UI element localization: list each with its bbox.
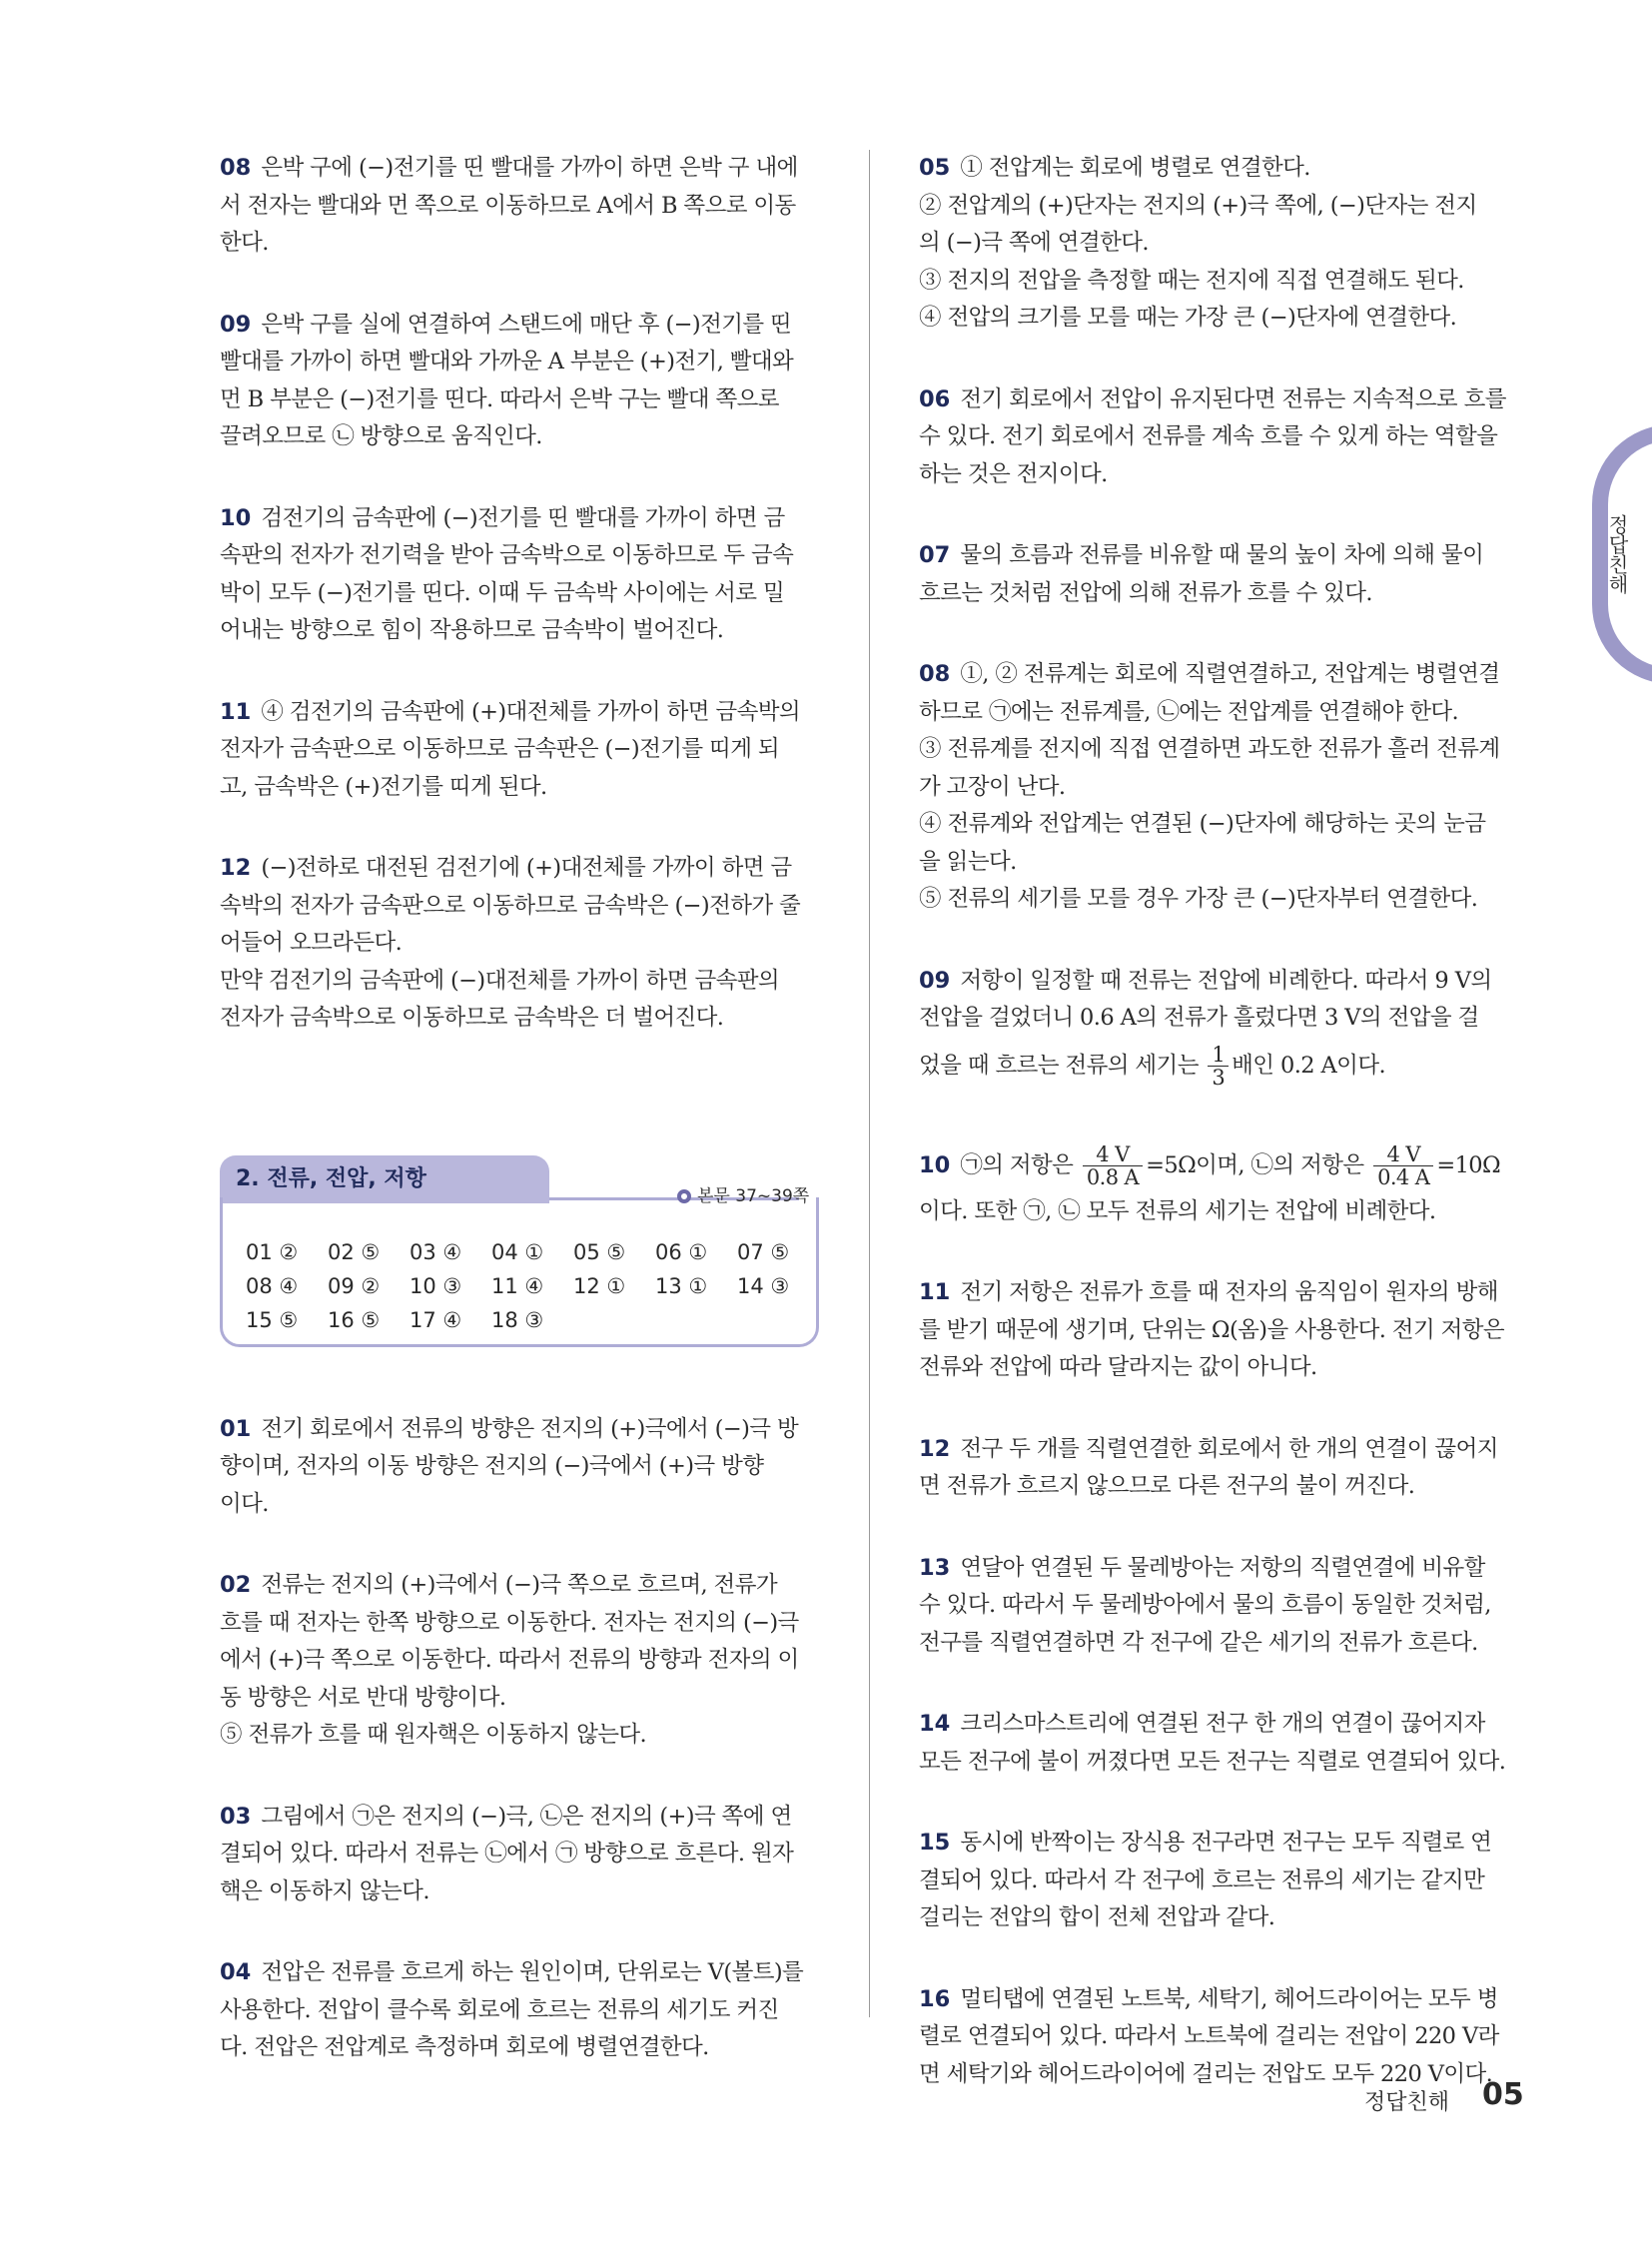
answer-line: 전자가 금속박으로 이동하므로 금속박은 더 벌어진다. bbox=[220, 1005, 724, 1031]
answer-12 bbox=[919, 1431, 1518, 1506]
fraction-denominator: 0.8 A bbox=[1086, 1165, 1140, 1189]
answer-line: ⑤ 전류의 세기를 모를 경우 가장 큰 (−)단자부터 연결한다. bbox=[919, 886, 1478, 912]
answer-number: 11 bbox=[919, 1279, 951, 1305]
answer-number: 10 bbox=[919, 1151, 951, 1178]
answer-02 bbox=[220, 1567, 819, 1755]
answer-line: ④ 검전기의 금속판에 (+)대전체를 가까이 하면 금속박의 bbox=[261, 698, 800, 725]
answer-line: 은박 구를 실에 연결하여 스탠드에 매단 후 (−)전기를 띤 bbox=[261, 311, 792, 338]
answer-number: 07 bbox=[919, 542, 951, 568]
fraction-denominator: 0.4 A bbox=[1377, 1165, 1430, 1189]
answer-line: 동 방향은 서로 반대 방향이다. bbox=[220, 1684, 506, 1711]
page-number: 05 bbox=[1482, 2077, 1524, 2112]
answer-13 bbox=[919, 1550, 1518, 1663]
answer-key-item: 05 ⑤ bbox=[573, 1239, 626, 1264]
answer-number: 08 bbox=[220, 155, 252, 181]
answer-line: 저항이 일정할 때 전류는 전압에 비례한다. 따라서 9 V의 bbox=[960, 967, 1492, 994]
answer-number: 10 bbox=[220, 504, 252, 531]
answer-text: =10Ω bbox=[1436, 1151, 1501, 1178]
answer-key-item: 14 ③ bbox=[737, 1273, 790, 1298]
answer-number: 14 bbox=[919, 1711, 951, 1737]
answer-number: 12 bbox=[919, 1435, 951, 1462]
answer-number: 05 bbox=[919, 155, 951, 181]
answer-line: 결되어 있다. 따라서 전류는 ㉡에서 ㉠ 방향으로 흐른다. 원자 bbox=[220, 1841, 794, 1867]
answer-number: 16 bbox=[919, 1985, 951, 2012]
answer-line: 전류와 전압에 따라 달라지는 값이 아니다. bbox=[919, 1354, 1317, 1380]
answer-10 bbox=[919, 1137, 1518, 1231]
answer-key-item: 17 ④ bbox=[410, 1307, 462, 1332]
answer-key-item: 16 ⑤ bbox=[328, 1307, 381, 1332]
answer-line: 전기 회로에서 전류의 방향은 전지의 (+)극에서 (−)극 방 bbox=[261, 1415, 799, 1442]
answer-line: 검전기의 금속판에 (−)전기를 띤 빨대를 가까이 하면 금 bbox=[261, 504, 785, 531]
answer-07 bbox=[919, 537, 1518, 612]
answer-line: ④ 전류계와 전압계는 연결된 (−)단자에 해당하는 곳의 눈금 bbox=[919, 811, 1486, 837]
fraction bbox=[1208, 1044, 1229, 1089]
answer-line: 흐를 때 전자는 한쪽 방향으로 이동한다. 전자는 전지의 (−)극 bbox=[220, 1609, 799, 1636]
answer-key-item: 15 ⑤ bbox=[246, 1307, 299, 1332]
answer-line: 을 읽는다. bbox=[919, 848, 1017, 875]
answer-line: 전구 두 개를 직렬연결한 회로에서 한 개의 연결이 끊어지 bbox=[960, 1435, 1498, 1462]
answer-key-item: 07 ⑤ bbox=[737, 1239, 790, 1264]
answer-line: 이다. 또한 ㉠, ㉡ 모두 전류의 세기는 전압에 비례한다. bbox=[919, 1197, 1436, 1224]
answer-line: 만약 검전기의 금속판에 (−)대전체를 가까이 하면 금속판의 bbox=[220, 967, 780, 994]
answer-line: 전기 회로에서 전압이 유지된다면 전류는 지속적으로 흐를 bbox=[960, 385, 1506, 412]
answer-10 bbox=[220, 500, 819, 650]
answer-number: 03 bbox=[220, 1803, 252, 1830]
answer-line: 박이 모두 (−)전기를 띤다. 이때 두 금속박 사이에는 서로 밀 bbox=[220, 579, 785, 606]
answer-line: 먼 B 부분은 (−)전기를 띤다. 따라서 은박 구는 빨대 쪽으로 bbox=[220, 385, 779, 412]
answer-line: 한다. bbox=[220, 230, 269, 256]
answer-16 bbox=[919, 1981, 1518, 2094]
answer-line: 은박 구에 (−)전기를 띤 빨대를 가까이 하면 은박 구 내에 bbox=[261, 155, 798, 181]
answer-line: ② 전압계의 (+)단자는 전지의 (+)극 쪽에, (−)단자는 전지 bbox=[919, 192, 1477, 219]
section-page-ref: 본문 37~39쪽 bbox=[697, 1185, 810, 1206]
answer-line: 전압은 전류를 흐르게 하는 원인이며, 단위로는 V(볼트)를 bbox=[261, 1959, 804, 1985]
answer-09 bbox=[919, 963, 1518, 1094]
answer-line: 다. 전압은 전압계로 측정하며 회로에 병렬연결한다. bbox=[220, 2034, 709, 2060]
answer-01 bbox=[220, 1411, 819, 1524]
answer-line: 의 (−)극 쪽에 연결한다. bbox=[919, 230, 1149, 256]
answer-line: 배인 0.2 A이다. bbox=[1232, 1052, 1385, 1079]
answer-03 bbox=[220, 1799, 819, 1911]
answer-line: 전기 저항은 전류가 흐를 때 전자의 움직임이 원자의 방해 bbox=[960, 1279, 1498, 1305]
answer-line: 수 있다. 따라서 두 물레방아에서 물의 흐름이 동일한 것처럼, bbox=[919, 1592, 1491, 1618]
answer-line: ①, ② 전류계는 회로에 직렬연결하고, 전압계는 병렬연결 bbox=[960, 661, 1500, 687]
answer-key-item: 08 ④ bbox=[246, 1273, 299, 1298]
answer-line: 흐르는 것처럼 전압에 의해 전류가 흐를 수 있다. bbox=[919, 579, 1372, 606]
answer-line: (−)전하로 대전된 검전기에 (+)대전체를 가까이 하면 금 bbox=[261, 855, 792, 881]
answer-key-item: 13 ① bbox=[655, 1273, 708, 1298]
answer-line: 향이며, 전자의 이동 방향은 전지의 (−)극에서 (+)극 방향 bbox=[220, 1453, 764, 1479]
answer-04 bbox=[220, 1954, 819, 2067]
answer-line: 서 전자는 빨대와 먼 쪽으로 이동하므로 A에서 B 쪽으로 이동 bbox=[220, 192, 796, 219]
answer-14 bbox=[919, 1706, 1518, 1781]
answer-number: 04 bbox=[220, 1959, 252, 1985]
answer-line: 동시에 반짝이는 장식용 전구라면 전구는 모두 직렬로 연 bbox=[960, 1830, 1492, 1856]
footer-label: 정답친해 bbox=[1364, 2090, 1450, 2115]
answer-key-item: 11 ④ bbox=[491, 1273, 544, 1298]
answer-number: 09 bbox=[919, 967, 951, 994]
answer-line: 물의 흐름과 전류를 비유할 때 물의 높이 차에 의해 물이 bbox=[960, 542, 1484, 568]
fraction-denominator: 3 bbox=[1212, 1066, 1226, 1090]
answer-line: 에서 (+)극 쪽으로 이동한다. 따라서 전류의 방향과 전자의 이 bbox=[220, 1647, 799, 1673]
answer-line: 렬로 연결되어 있다. 따라서 노트북에 걸리는 전압이 220 V라 bbox=[919, 2023, 1499, 2049]
answer-11 bbox=[220, 694, 819, 807]
answer-key-item: 06 ① bbox=[655, 1239, 708, 1264]
answer-line: ⑤ 전류가 흐를 때 원자핵은 이동하지 않는다. bbox=[220, 1722, 647, 1748]
answer-line: 전류는 전지의 (+)극에서 (−)극 쪽으로 흐르며, 전류가 bbox=[261, 1572, 777, 1598]
answer-08 bbox=[919, 656, 1518, 919]
answer-line: ③ 전지의 전압을 측정할 때는 전지에 직접 연결해도 된다. bbox=[919, 267, 1464, 294]
answer-line: 전압을 걸었더니 0.6 A의 전류가 흘렀다면 3 V의 전압을 걸 bbox=[919, 1005, 1479, 1031]
answer-line: 연달아 연결된 두 물레방아는 저항의 직렬연결에 비유할 bbox=[960, 1554, 1485, 1581]
answer-line: 모든 전구에 불이 꺼졌다면 모든 전구는 직렬로 연결되어 있다. bbox=[919, 1748, 1506, 1775]
answer-12 bbox=[220, 850, 819, 1038]
answer-key-item: 02 ⑤ bbox=[328, 1239, 381, 1264]
side-tab-label: 정답친해 bbox=[1605, 514, 1629, 594]
answer-number: 02 bbox=[220, 1572, 252, 1598]
answer-line: 끌려오므로 ㉡ 방향으로 움직인다. bbox=[220, 423, 542, 449]
answer-number: 09 bbox=[220, 311, 252, 338]
answer-line: 속박의 전자가 금속판으로 이동하므로 금속박은 (−)전하가 줄 bbox=[220, 892, 801, 919]
answer-line: 를 받기 때문에 생기며, 단위는 Ω(옴)을 사용한다. 전기 저항은 bbox=[919, 1316, 1505, 1343]
answer-line: ④ 전압의 크기를 모를 때는 가장 큰 (−)단자에 연결한다. bbox=[919, 305, 1457, 331]
answer-line: 었을 때 흐르는 전류의 세기는 bbox=[919, 1052, 1199, 1079]
answer-key-box bbox=[220, 1155, 819, 1367]
answer-line: 핵은 이동하지 않는다. bbox=[220, 1877, 429, 1904]
right-column bbox=[919, 150, 1518, 2137]
answer-11 bbox=[919, 1274, 1518, 1387]
answer-line: 전자가 금속판으로 이동하므로 금속판은 (−)전기를 띠게 되 bbox=[220, 736, 780, 762]
answer-line: 어들어 오므라든다. bbox=[220, 930, 403, 956]
fraction-numerator: 1 bbox=[1208, 1044, 1229, 1067]
answer-06 bbox=[919, 381, 1518, 494]
answer-line: 하는 것은 전지이다. bbox=[919, 460, 1108, 487]
answer-number: 13 bbox=[919, 1554, 951, 1581]
answer-key-item: 12 ① bbox=[573, 1273, 626, 1298]
answer-line: 면 세탁기와 헤어드라이어에 걸리는 전압도 모두 220 V이다. bbox=[919, 2060, 1493, 2087]
answer-09 bbox=[220, 307, 819, 456]
answer-line: 고, 금속박은 (+)전기를 띠게 된다. bbox=[220, 773, 547, 800]
answer-text: =5Ω이며, ㉡의 저항은 bbox=[1146, 1151, 1364, 1178]
column-divider bbox=[869, 150, 870, 2017]
bullet-dot-icon bbox=[677, 1189, 691, 1203]
answer-key-item: 09 ② bbox=[328, 1273, 381, 1298]
answer-line: 속판의 전자가 전기력을 받아 금속박으로 이동하므로 두 금속 bbox=[220, 542, 794, 568]
answer-key-item: 04 ① bbox=[491, 1239, 544, 1264]
left-column bbox=[220, 150, 819, 2111]
answer-line: ① 전압계는 회로에 병렬로 연결한다. bbox=[960, 155, 1310, 181]
answer-line: 하므로 ㉠에는 전류계를, ㉡에는 전압계를 연결해야 한다. bbox=[919, 698, 1459, 725]
answer-line: 빨대를 가까이 하면 빨대와 가까운 A 부분은 (+)전기, 빨대와 bbox=[220, 349, 794, 374]
answer-line: 그림에서 ㉠은 전지의 (−)극, ㉡은 전지의 (+)극 쪽에 연 bbox=[261, 1803, 792, 1830]
answer-number: 11 bbox=[220, 698, 252, 725]
answer-group-right-a bbox=[919, 150, 1518, 919]
answer-text: ㉠의 저항은 bbox=[960, 1151, 1074, 1178]
answer-line: 어내는 방향으로 힘이 작용하므로 금속박이 벌어진다. bbox=[220, 617, 724, 643]
fraction bbox=[1083, 1143, 1143, 1188]
answer-group-left-top bbox=[220, 150, 819, 1038]
answer-number: 15 bbox=[919, 1830, 951, 1856]
answer-number: 12 bbox=[220, 855, 252, 881]
answer-line: 면 전류가 흐르지 않으므로 다른 전구의 불이 꺼진다. bbox=[919, 1473, 1415, 1499]
answer-line: 결되어 있다. 따라서 각 전구에 흐르는 전류의 세기는 같지만 bbox=[919, 1867, 1485, 1893]
answer-line: 전구를 직렬연결하면 각 전구에 같은 세기의 전류가 흐른다. bbox=[919, 1629, 1478, 1656]
answer-key-item: 10 ③ bbox=[410, 1273, 462, 1298]
answer-key-item: 01 ② bbox=[246, 1239, 299, 1264]
answer-number: 08 bbox=[919, 661, 951, 687]
answer-line: 걸리는 전압의 합이 전체 전압과 같다. bbox=[919, 1904, 1275, 1930]
fraction-numerator: 4 V bbox=[1373, 1143, 1433, 1166]
answer-line: 가 고장이 난다. bbox=[919, 773, 1066, 800]
answer-08 bbox=[220, 150, 819, 263]
section-title: 2. 전류, 전압, 저항 bbox=[220, 1155, 549, 1203]
answer-key-grid bbox=[246, 1237, 805, 1335]
fraction bbox=[1373, 1143, 1433, 1188]
answer-05 bbox=[919, 150, 1518, 338]
answer-line: 수 있다. 전기 회로에서 전류를 계속 흐를 수 있게 하는 역할을 bbox=[919, 423, 1498, 449]
answer-line: 크리스마스트리에 연결된 전구 한 개의 연결이 끊어지자 bbox=[960, 1711, 1485, 1737]
answer-number: 06 bbox=[919, 385, 951, 412]
answer-group-right-b bbox=[919, 1274, 1518, 2093]
answer-line: 멀티탭에 연결된 노트북, 세탁기, 헤어드라이어는 모두 병 bbox=[960, 1985, 1498, 2012]
answer-line: 이다. bbox=[220, 1490, 269, 1517]
answer-group-left-bottom bbox=[220, 1411, 819, 2067]
answer-line: 사용한다. 전압이 클수록 회로에 흐르는 전류의 세기도 커진 bbox=[220, 1996, 779, 2023]
answer-key-item: 18 ③ bbox=[491, 1307, 544, 1332]
answer-15 bbox=[919, 1825, 1518, 1937]
answer-number: 01 bbox=[220, 1415, 252, 1442]
answer-key-item: 03 ④ bbox=[410, 1239, 462, 1264]
answer-line: ③ 전류계를 전지에 직접 연결하면 과도한 전류가 흘러 전류계 bbox=[919, 736, 1500, 762]
fraction-numerator: 4 V bbox=[1083, 1143, 1143, 1166]
